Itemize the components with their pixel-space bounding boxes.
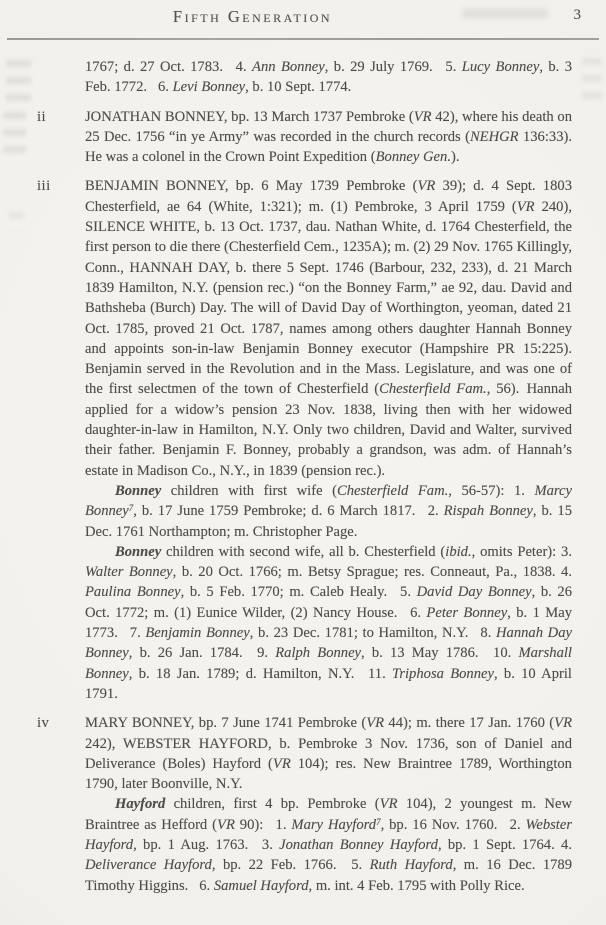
children-list-paragraph xyxy=(85,542,572,704)
text-run-italic: David Day Bonney xyxy=(416,584,532,601)
text-run-italic: Samuel Hayford xyxy=(213,877,309,894)
text-run-normal: , b. 29 July 1769. 5. xyxy=(324,59,462,75)
page-body-text xyxy=(37,57,573,896)
text-run-bold-italic: Bonney xyxy=(115,482,162,499)
text-run-normal: children with first wife ( xyxy=(161,482,337,499)
text-run-normal: , b. 23 Dec. 1781; to Hamilton, N.Y. 8. xyxy=(249,625,496,642)
text-run-normal: , b. 3 Feb. 1772. 6. xyxy=(85,59,573,96)
text-run-normal: ). xyxy=(450,149,460,166)
text-run-italic: VR xyxy=(516,198,535,215)
text-run-normal: , b. 10 Sept. 1774. xyxy=(245,79,352,96)
text-run-normal: 240), SILENCE WHITE, b. 13 Oct. 1737, dau. Nathan White, d. 1764 Chesterfield, the first person to die there (Chesterfield Cem., 1235A); m. (2) 29 Nov. 1765 Killingly, Conn., HANNAH DAY, b. there 5 Sept. 1746 (Barbour, 232, 233), d. 21 March 1839 Hamilton, N.Y. (pension rec.) “on the Bonney Farm,” ae 92, dau. David and Bathsheba (Burch) Day. The will of David Day of Worthington, yeoman, dated 21 Oct. 1785, proved 21 Oct. 1787, names among others daughter Hannah Bonney and appoints son-in-law Benjamin Bonney executor (Hampshire PR 15:225). Benjamin served in the Revolution and in the Mass. Legislature, and was one of the first selectmen of the town of Chesterfield ( xyxy=(85,198,572,398)
text-run-italic: ibid. xyxy=(445,543,472,560)
genealogy-entry xyxy=(37,713,573,896)
text-run-italic: VR xyxy=(417,178,436,195)
text-run-normal: , b. 10 April 1791. xyxy=(85,665,572,702)
text-run-normal: , b. 20 Oct. 1766; m. Betsy Sprague; res. Conneaut, Pa., 1838. 4. xyxy=(172,564,572,581)
text-run-italic: VR xyxy=(217,816,235,833)
text-run-italic: Webster Hayford xyxy=(85,816,573,853)
text-run-bold-italic: Hayford xyxy=(115,796,166,813)
text-run-normal: children with second wife, all b. Chesterfield ( xyxy=(161,543,446,560)
text-run-normal: , b. 26 Jan. 1784. 9. xyxy=(128,645,276,662)
text-run-normal: MARY BONNEY, bp. 7 June 1741 Pembroke ( xyxy=(85,715,367,732)
entry-roman-numeral: iii xyxy=(37,178,51,195)
text-run-normal: , b. 26 Oct. 1772; m. (1) Eunice Wilder, (2) Nancy House. 6. xyxy=(85,584,572,621)
text-run-normal: , 56-57): 1. xyxy=(448,482,535,499)
bleed-through-ghost xyxy=(3,112,26,162)
text-run-italic: VR xyxy=(366,715,385,732)
entry-main-paragraph xyxy=(85,107,572,168)
text-run-normal: 104); res. New Braintree 1789, Worthington 1790, later Boonville, N.Y. xyxy=(85,755,572,793)
entry-main-paragraph xyxy=(85,713,572,794)
text-run-italic: Jonathan Bonney Hayford xyxy=(279,836,438,853)
genealogy-entry xyxy=(85,57,572,98)
text-run-normal: 104), 2 youngest m. New Braintree as Hefford ( xyxy=(85,796,572,833)
text-run-italic: Lucy Bonney xyxy=(461,59,540,75)
text-run-normal: children, first 4 bp. Pembroke ( xyxy=(165,796,380,813)
text-run-italic: Hannah Day Bonney xyxy=(85,625,572,662)
text-run-italic: Ralph Bonney xyxy=(275,645,362,662)
text-run-italic: Ann Bonney xyxy=(252,59,325,75)
text-run-italic: NEHGR xyxy=(469,128,519,145)
text-run-normal: BENJAMIN BONNEY, bp. 6 May 1739 Pembroke ( xyxy=(85,178,418,195)
text-run-italic: Triphosa Bonney xyxy=(392,665,494,682)
text-run-normal: 39); d. 4 Sept. 1803 Chesterfield, ae 64 (White, 1:321); m. (1) Pembroke, 3 April 1759 ( xyxy=(85,178,572,215)
header-rule xyxy=(7,38,599,40)
text-run-normal: , b. 18 Jan. 1789; d. Hamilton, N.Y. 11. xyxy=(128,665,393,682)
entry-roman-numeral: ii xyxy=(37,108,47,125)
text-run-normal: , m. int. 4 Feb. 1795 with Polly Rice. xyxy=(308,877,525,894)
text-run-italic: Chesterfield Fam. xyxy=(379,381,487,398)
text-run-normal: , bp. 22 Feb. 1766. 5. xyxy=(211,857,370,874)
bleed-through-ghost xyxy=(9,212,24,230)
text-run-normal: , bp. 1 Sept. 1764. 4. xyxy=(437,836,572,853)
text-run-italic: Peter Bonney xyxy=(426,604,508,621)
text-run-normal: , b. 1 May 1773. 7. xyxy=(85,604,573,642)
text-run-italic: VR xyxy=(379,796,398,813)
text-run-normal: , 56). Hannah applied for a widow’s pension 23 Nov. 1838, living then with her widowed daughter-in-law in Hamilton, N.Y. Only two children, David and Walter, survived their father. Benjamin F. Bonney, probably a grandson, was adm. of Hannah’s estate in Madison Co., N.Y., in 1839 (pension rec.). xyxy=(85,381,572,479)
text-run-italic: Paulina Bonney xyxy=(85,584,181,601)
entry-main-paragraph xyxy=(85,176,572,480)
text-run-normal: , b. 5 Feb. 1770; m. Caleb Healy. 5. xyxy=(180,584,417,601)
text-run-sup: 7 xyxy=(128,503,134,514)
text-run-normal: 44); m. there 17 Jan. 1760 ( xyxy=(384,715,555,732)
text-run-normal: , m. 16 Dec. 1789 Timothy Higgins. 6. xyxy=(85,857,573,894)
text-run-italic: Walter Bonney xyxy=(85,564,173,581)
text-run-bold-italic: Bonney xyxy=(115,543,162,560)
children-list-paragraph xyxy=(85,481,572,542)
entry-main-paragraph xyxy=(85,57,572,98)
text-run-normal: , bp. 16 Nov. 1760. 2. xyxy=(380,816,526,833)
text-run-italic: Chesterfield Fam. xyxy=(336,482,449,499)
text-run-normal: 90): 1. xyxy=(234,816,292,833)
text-run-normal: , b. 17 June 1759 Pembroke; d. 6 March 1817. 2. xyxy=(133,503,444,520)
genealogy-entry xyxy=(37,107,572,168)
text-run-normal: , b. 13 May 1786. 10. xyxy=(361,645,519,662)
text-run-italic: Benjamin Bonney xyxy=(145,625,250,642)
bleed-through-ghost xyxy=(582,58,602,100)
text-run-normal: 42), where his death on 25 Dec. 1756 “in ye Army” was recorded in the church records ( xyxy=(85,108,572,145)
text-run-italic: Bonney Gen. xyxy=(375,149,451,166)
text-run-normal: , omits Peter): 3. xyxy=(471,543,572,560)
text-run-italic: Marshall Bonney xyxy=(85,645,572,682)
text-run-sup: 7 xyxy=(376,816,381,827)
text-run-normal: , bp. 1 Aug. 1763. 3. xyxy=(133,836,280,853)
text-run-italic: VR xyxy=(272,755,291,772)
entry-roman-numeral: iv xyxy=(37,715,50,732)
page-number: 3 xyxy=(573,7,581,23)
bleed-through-ghost xyxy=(6,60,31,104)
text-run-normal: 136:33). He was a colonel in the Crown Point Expedition ( xyxy=(85,128,572,166)
text-run-normal: 242), WEBSTER HAYFORD, b. Pembroke 3 Nov. 1736, son of Daniel and Deliverance (Boles) Hayford ( xyxy=(85,735,572,772)
text-run-normal: 1767; d. 27 Oct. 1783. 4. xyxy=(85,59,253,75)
text-run-normal: JONATHAN BONNEY, bp. 13 March 1737 Pembroke ( xyxy=(85,108,414,125)
text-run-normal: , b. 15 Dec. 1761 Northampton; m. Christopher Page. xyxy=(85,503,572,540)
text-run-italic: Deliverance Hayford xyxy=(85,857,212,874)
text-run-italic: Levi Bonney xyxy=(172,79,246,96)
text-run-italic: Mary Hayford xyxy=(291,816,377,833)
text-run-italic: VR xyxy=(554,715,572,732)
children-list-paragraph xyxy=(85,794,572,895)
running-head-title: Fifth Generation xyxy=(172,7,333,26)
text-run-italic: Rispah Bonney xyxy=(443,503,533,520)
genealogy-entry xyxy=(37,176,573,704)
text-run-italic: Marcy Bonney xyxy=(85,482,572,520)
text-run-italic: VR xyxy=(413,108,432,125)
text-run-italic: Ruth Hayford xyxy=(369,857,453,874)
